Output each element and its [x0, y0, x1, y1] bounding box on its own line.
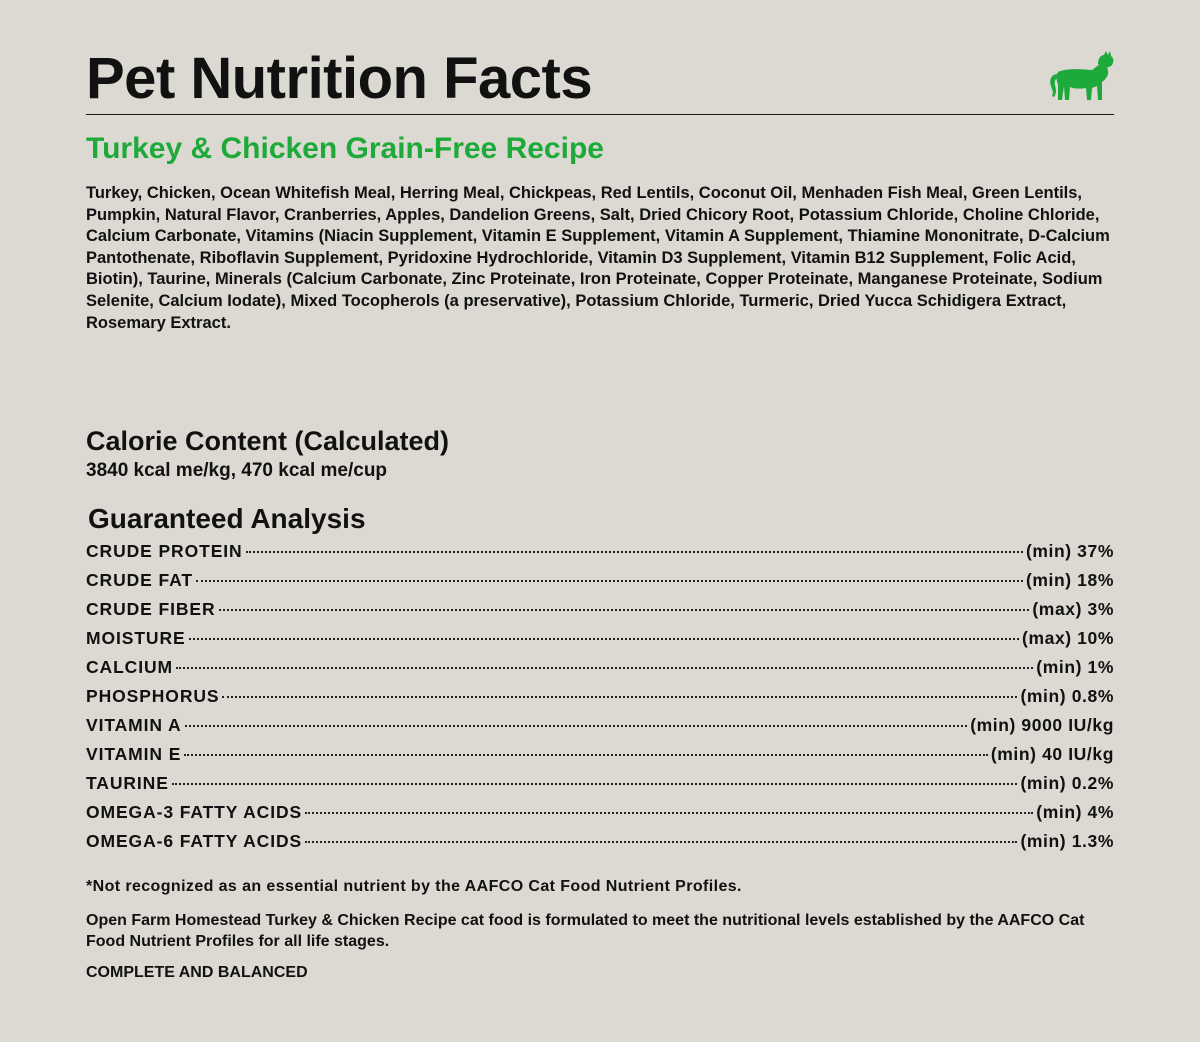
nutrient-value: (min) 1.3% [1020, 831, 1114, 851]
nutrient-value: (min) 0.2% [1020, 773, 1114, 793]
analysis-row-crude-fat [86, 570, 1114, 599]
dot-leader [189, 638, 1019, 640]
analysis-row-vitamin-a [86, 715, 1114, 744]
nutrient-value: (min) 18% [1025, 570, 1114, 590]
nutrient-value: (max) 10% [1022, 628, 1114, 648]
nutrient-value: (min) 37% [1025, 541, 1114, 561]
page-title: Pet Nutrition Facts [86, 46, 593, 111]
nutrient-name: CRUDE FAT [86, 570, 193, 590]
ingredients-list: Turkey, Chicken, Ocean Whitefish Meal, Herring Meal, Chickpeas, Red Lentils, Coconut Oil, Menhaden Fish Meal, Green Lentils, Pumpkin, Natural Flavor, Cranberries, Apples, Dandelion Greens, Salt, Dried Chicory Root, Potassium Chloride, Choline Chloride, Calcium Carbonate, Vitamins (Niacin Supplement, Vitamin E Supplement, Vitamin A Supplement, Thiamine Mononitrate, D-Calcium Pantothenate, Riboflavin Supplement, Pyridoxine Hydrochloride, Vitamin D3 Supplement, Vitamin B12 Supplement, Folic Acid, Biotin), Taurine, Minerals (Calcium Carbonate, Zinc Proteinate, Iron Proteinate, Copper Proteinate, Manganese Proteinate, Sodium Selenite, Calcium Iodate), Mixed Tocopherols (a preservative), Potassium Chloride, Turmeric, Dried Yucca Schidigera Extract, Rosemary Extract. [86, 184, 1110, 332]
nutrient-value: (min) 9000 IU/kg [970, 715, 1114, 735]
dot-leader [172, 783, 1018, 785]
nutrient-name: TAURINE [86, 773, 169, 793]
nutrient-value: (min) 40 IU/kg [990, 744, 1114, 764]
guaranteed-analysis-table [86, 541, 1114, 860]
dot-leader [222, 696, 1017, 698]
dot-leader [219, 609, 1030, 611]
calorie-content-value: 3840 kcal me/kg, 470 kcal me/cup [86, 460, 388, 481]
analysis-row-phosphorus [86, 686, 1114, 715]
dot-leader [196, 580, 1023, 582]
nutrient-name: CRUDE PROTEIN [86, 541, 243, 561]
dot-leader [185, 725, 968, 727]
recipe-name: Turkey & Chicken Grain-Free Recipe [86, 132, 604, 165]
analysis-row-omega-6 [86, 831, 1114, 860]
analysis-row-vitamin-e [86, 744, 1114, 773]
title-divider [86, 114, 1114, 115]
dot-leader [305, 841, 1017, 843]
nutrient-name: OMEGA-6 FATTY ACIDS [86, 831, 303, 851]
nutrient-value: (max) 3% [1032, 599, 1114, 619]
aafco-footnote: *Not recognized as an essential nutrient by the AAFCO Cat Food Nutrient Profiles. [86, 878, 742, 895]
nutrient-value: (min) 1% [1036, 657, 1114, 677]
nutrient-name: CRUDE FIBER [86, 599, 216, 619]
nutrient-name: MOISTURE [86, 628, 186, 648]
nutrient-name: VITAMIN A [86, 715, 182, 735]
calorie-content-heading: Calorie Content (Calculated) [86, 426, 450, 456]
nutrient-name: VITAMIN E [86, 744, 182, 764]
nutrient-name: OMEGA-3 FATTY ACIDS [86, 802, 303, 822]
aafco-statement: Open Farm Homestead Turkey & Chicken Recipe cat food is formulated to meet the nutritional levels established by the AAFCO Cat Food Nutrient Profiles for all life stages. [86, 912, 1085, 950]
analysis-row-crude-protein [86, 541, 1114, 570]
analysis-row-moisture [86, 628, 1114, 657]
nutrient-name: PHOSPHORUS [86, 686, 220, 706]
analysis-row-crude-fiber [86, 599, 1114, 628]
dot-leader [184, 754, 988, 756]
analysis-row-omega-3 [86, 802, 1114, 831]
dot-leader [305, 812, 1033, 814]
guaranteed-analysis-heading: Guaranteed Analysis [88, 503, 366, 534]
cat-icon [1048, 50, 1118, 102]
dot-leader [246, 551, 1023, 553]
nutrient-name: CALCIUM [86, 657, 173, 677]
nutrient-value: (min) 4% [1036, 802, 1114, 822]
analysis-row-taurine [86, 773, 1114, 802]
dot-leader [176, 667, 1033, 669]
complete-balanced-label: COMPLETE AND BALANCED [86, 964, 308, 981]
analysis-row-calcium [86, 657, 1114, 686]
nutrient-value: (min) 0.8% [1020, 686, 1114, 706]
